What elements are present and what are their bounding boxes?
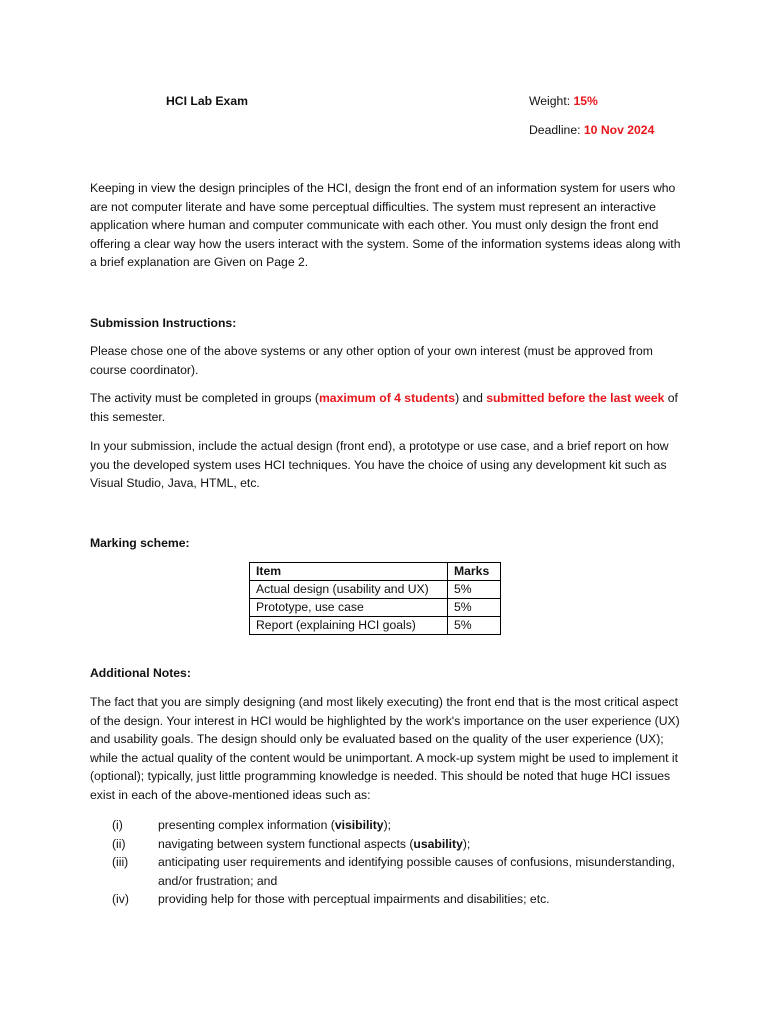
list-item-text: anticipating user requirements and identifying possible causes of confusions, misunderstanding, and/or frustration; and (158, 855, 675, 888)
list-item-keyword: visibility (334, 818, 384, 832)
table-cell-marks: 5% (448, 599, 501, 617)
submission-text-2-start: The activity must be completed in groups ( (90, 391, 319, 405)
list-item (90, 853, 690, 890)
exam-title: HCI Lab Exam (166, 94, 248, 108)
list-item-text (158, 835, 690, 854)
marking-heading: Marking scheme: (90, 536, 190, 550)
marking-header-marks: Marks (448, 563, 501, 581)
list-item-text (158, 816, 690, 835)
table-row (250, 581, 501, 599)
submission-paragraph-3 (90, 437, 690, 493)
marking-table (249, 562, 501, 635)
table-row (250, 599, 501, 617)
hci-issues-list (90, 816, 690, 909)
list-item-keyword: usability (413, 836, 463, 851)
table-cell-item: Actual design (usability and UX) (250, 581, 448, 599)
list-item-text-end: ); (462, 836, 471, 851)
list-item (90, 816, 690, 835)
deadline-label: Deadline: (529, 123, 584, 137)
intro-text: Keeping in view the design principles of the HCI, design the front end of an information system for users who are not computer literate and have some perceptual difficulties. The system must represent an interactive application where human and computer communicate with each other. You must only design the front end offering a clear way how the users interact with the system. Some of the information systems ideas along with a brief explanation are Given on Page 2. (90, 181, 681, 270)
list-item-text: providing help for those with perceptual impairments and disabilities; etc. (158, 892, 550, 907)
list-item (90, 890, 690, 909)
table-cell-marks: 5% (448, 581, 501, 599)
list-item-number: (i) (112, 818, 123, 832)
deadline-value: 10 Nov 2024 (583, 123, 655, 137)
list-item-number: (iv) (112, 892, 129, 907)
additional-notes-heading: Additional Notes: (90, 666, 191, 680)
submission-deadline-highlight: submitted before the last week (486, 391, 665, 405)
submission-paragraph-2 (90, 389, 690, 426)
submission-text-2-middle: ) and (455, 391, 487, 405)
group-size-highlight: maximum of 4 students (318, 391, 456, 405)
list-item-text-end: ); (383, 818, 392, 832)
additional-notes-text: The fact that you are simply designing (and most likely executing) the front end that is the most critical aspect of the design. Your interest in HCI would be highlighted by the work's importance on the user experience (UX) and usability goals. The design should only be evaluated based on the quality of the user experience (UX); while the actual quality of the content would be unimportant. A mock-up system might be used to implement it (optional); typically, just little programming knowledge is needed. This should be noted that huge HCI issues exist in each of the above-mentioned ideas such as: (90, 695, 680, 802)
additional-notes-paragraph (90, 693, 690, 805)
submission-paragraph-1 (90, 342, 690, 379)
submission-text-2-end: of this semester. (90, 391, 678, 424)
list-item-number: (iii) (112, 855, 129, 870)
submission-heading: Submission Instructions: (90, 316, 237, 330)
weight-line (529, 92, 598, 111)
weight-value: 15% (573, 94, 598, 108)
weight-label: Weight: (529, 94, 574, 108)
table-cell-item: Report (explaining HCI goals) (250, 617, 448, 635)
table-cell-item: Prototype, use case (250, 599, 448, 617)
table-cell-marks: 5% (448, 617, 501, 635)
deadline-line (529, 121, 654, 140)
list-item-text-start: navigating between system functional aspects ( (158, 836, 414, 851)
marking-table-header-row (250, 563, 501, 581)
intro-paragraph (90, 179, 690, 272)
table-row (250, 617, 501, 635)
list-item-text-start: presenting complex information ( (158, 818, 335, 832)
submission-text-1: Please chose one of the above systems or any other option of your own interest (must be approved from course coordinator). (90, 344, 653, 377)
marking-header-item: Item (250, 563, 448, 581)
submission-text-3: In your submission, include the actual design (front end), a prototype or use case, and a brief report on how you the developed system uses HCI techniques. You have the choice of using any development kit such as Visual Studio, Java, HTML, etc. (90, 439, 669, 491)
list-item-number: (ii) (112, 836, 126, 851)
submission-text-2 (90, 389, 690, 426)
list-item (90, 835, 690, 854)
